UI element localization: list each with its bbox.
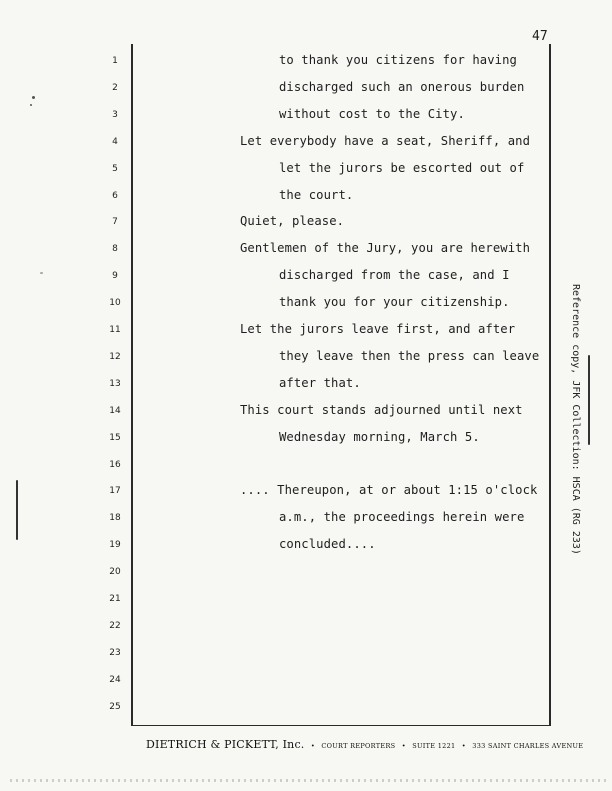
archive-stamp: Reference copy, JFK Collection: HSCA (RG 233) [570,284,581,555]
line-number: 8 [112,244,118,255]
transcript-line: after that. [279,375,361,390]
line-number: 22 [109,620,121,631]
transcript-line: the court. [279,187,354,202]
line-number: 3 [112,109,118,120]
line-number: 17 [109,486,121,497]
line-number: 7 [112,217,118,228]
transcript-line: discharged from the case, and I [279,268,510,283]
transcript-line: discharged such an onerous burden [279,79,525,94]
line-number: 15 [109,432,121,443]
page-number: 47 [532,29,548,44]
transcript-line: Wednesday morning, March 5. [279,429,480,444]
line-number: 14 [109,405,121,416]
line-number: 11 [109,325,121,335]
transcript-line: thank you for your citizenship. [279,295,510,310]
scan-noise [10,779,610,782]
transcript-line: let the jurors be escorted out of [279,160,525,175]
line-number: 19 [109,540,121,551]
line-number: 10 [109,298,121,309]
transcript-line: a.m., the proceedings herein were [279,510,525,525]
line-number: 13 [109,378,121,389]
footer-bullet-1: • [310,742,316,750]
footer-firm: DIETRICH & PICKETT, Inc. [146,738,305,751]
line-number: 4 [112,136,118,147]
scan-mark [588,355,590,445]
scan-mark [16,480,18,540]
line-number: 21 [109,594,121,604]
line-number: 12 [109,351,121,362]
footer [146,738,584,751]
footer-address: 333 SAINT CHARLES AVENUE [472,742,584,750]
transcript-line: .... Thereupon, at or about 1:15 o'clock [240,483,538,498]
line-number: 9 [112,271,118,282]
transcript-line: concluded.... [279,537,376,552]
transcript-line: to thank you citizens for having [279,53,517,67]
scan-speck [30,104,32,106]
scan-speck [40,272,43,274]
transcript-line: This court stands adjourned until next [240,402,523,417]
footer-reporters: COURT REPORTERS [321,742,396,750]
transcript-line: without cost to the City. [279,106,465,121]
footer-suite: SUITE 1221 [412,742,456,750]
scan-speck [32,96,35,99]
line-number: 24 [109,674,121,685]
transcript-line: Quiet, please. [240,214,345,229]
line-number: 1 [112,56,118,66]
transcript-line: they leave then the press can leave [279,348,540,363]
line-number: 20 [109,567,121,578]
line-number: 5 [112,163,118,174]
transcript-line: Let the jurors leave first, and after [240,322,516,336]
line-number: 6 [112,190,118,201]
line-number: 25 [109,701,121,712]
footer-bullet-3: • [461,742,466,750]
line-number: 16 [109,459,121,470]
transcript-line: Let everybody have a seat, Sheriff, and [240,133,531,148]
footer-bullet-2: • [401,742,406,750]
line-number: 2 [112,82,118,93]
line-number: 23 [109,647,121,658]
line-number: 18 [109,513,121,524]
transcript-line: Gentlemen of the Jury, you are herewith [240,241,531,256]
